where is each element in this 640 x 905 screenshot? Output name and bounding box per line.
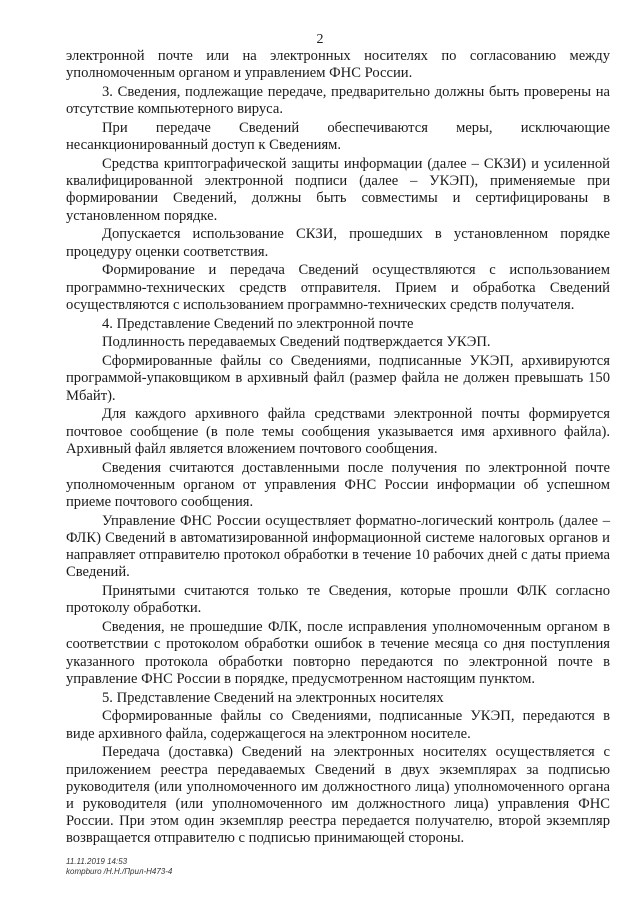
footer-timestamp: 11.11.2019 14:53 (66, 857, 128, 866)
paragraph-archiving: Сформированные файлы со Сведениями, подписанные УКЭП, архивируются программой-упаковщиком в архивный файл (размер файла не должен превышать 150 Мбайт). (66, 353, 610, 404)
paragraph-skzi-usage: Допускается использование СКЗИ, прошедших в установленном порядке процедуру оценки соответствия. (66, 226, 610, 260)
paragraph-software-tools: Формирование и передача Сведений осуществляются с использованием программно-технических средств отправителя. Прием и обработка Сведений осуществляются с использованием программно-технических средств получателя. (66, 262, 610, 313)
paragraph-flk-control: Управление ФНС России осуществляет форматно-логический контроль (далее – ФЛК) Сведений в автоматизированной информационной системе налоговых органов и направляет отправителю протокол обработки в течение 10 рабочих дней с даты приема Сведений. (66, 512, 610, 581)
document-body (66, 48, 610, 849)
section-heading-email: 4. Представление Сведений по электронной почте (102, 315, 414, 332)
paragraph-registry: Передача (доставка) Сведений на электронных носителях осуществляется с приложением реестра передаваемых Сведений в двух экземплярах за подписью руководителя (или уполномоченного им должностного лица) уполномоченного органа и руководителя (или уполномоченного им должностного лица) управления ФНС России. При этом один экземпляр реестра передается получателю, второй экземпляр возвращается отправителю с подписью принимающей стороны. (66, 744, 610, 847)
paragraph-virus-check: 3. Сведения, подлежащие передаче, предварительно должны быть проверены на отсутствие компьютерного вируса. (66, 84, 610, 118)
footer-file-path: kompburo /Н.Н./Прил-Н473-4 (66, 867, 173, 876)
paragraph-resubmission: Сведения, не прошедшие ФЛК, после исправления уполномоченным органом в соответствии с протоколом обработки ошибок в течение месяца со дня поступления указанного протокола обработки повторно передаются по электронной почте в управление ФНС России в порядке, предусмотренном настоящим пунктом. (66, 619, 610, 687)
paragraph-crypto-tools: Средства криптографической защиты информации (далее – СКЗИ) и усиленной квалифицированной электронной подписи (далее – УКЭП), применяемые при формировании Сведений, должны быть совместимы и сертифицированы в установленном порядке. (66, 156, 610, 224)
paragraph-accepted: Принятыми считаются только те Сведения, которые прошли ФЛК согласно протоколу обработки. (66, 583, 610, 617)
paragraph-access-protection: При передаче Сведений обеспечиваются меры, исключающие несанкционированный доступ к Сведениям. (66, 120, 610, 154)
paragraph-delivery: Сведения считаются доставленными после получения по электронной почте уполномоченным органом от управления ФНС России информации об успешном приеме почтового сообщения. (66, 459, 610, 511)
paragraph-authenticity: Подлинность передаваемых Сведений подтверждается УКЭП. (102, 334, 491, 351)
page-number: 2 (316, 32, 324, 47)
paragraph-media-files: Сформированные файлы со Сведениями, подписанные УКЭП, передаются в виде архивного файла, содержащегося на электронном носителе. (66, 708, 610, 742)
document-footer (66, 857, 172, 877)
section-heading-media: 5. Представление Сведений на электронных носителях (102, 689, 444, 706)
paragraph-continuation: электронной почте или на электронных носителях по согласованию между уполномоченным органом и управлением ФНС России. (66, 48, 610, 82)
paragraph-mail-message: Для каждого архивного файла средствами электронной почты формируется почтовое сообщение (в поле темы сообщения указывается имя архивного файла). Архивный файл является вложением почтового сообщения. (66, 406, 610, 457)
